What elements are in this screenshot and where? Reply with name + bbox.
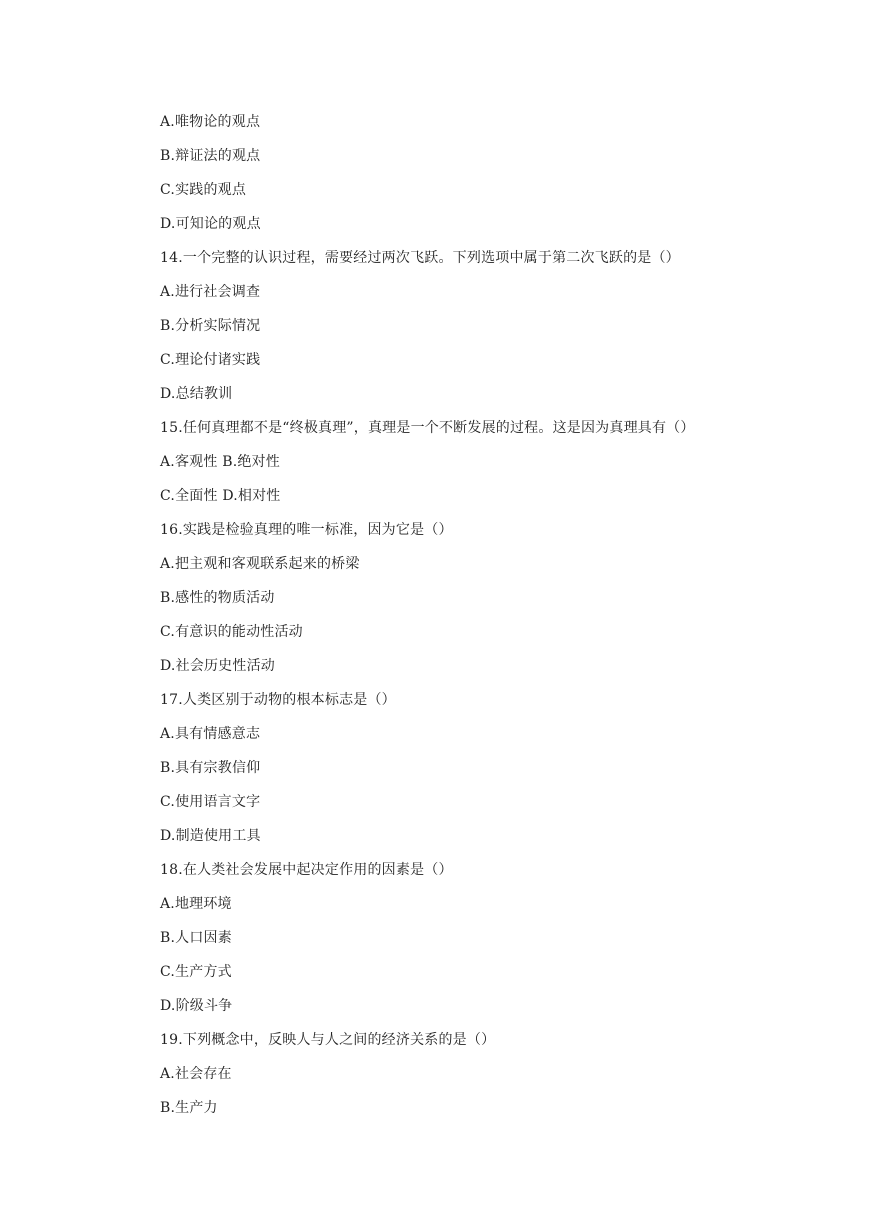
question-15: 15.任何真理都不是“终极真理”，真理是一个不断发展的过程。这是因为真理具有（）: [160, 420, 695, 436]
document-body: [160, 111, 820, 1131]
q17-option-c: C.使用语言文字: [160, 794, 261, 810]
q17-option-a: A.具有情感意志: [160, 726, 261, 742]
q16-option-b: B.感性的物质活动: [160, 590, 275, 606]
option-c-practice: C.实践的观点: [160, 182, 247, 198]
option-a-materialism: A.唯物论的观点: [160, 114, 261, 130]
q18-option-c: C.生产方式: [160, 964, 232, 980]
q15-options-a-b: A.客观性 B.绝对性: [160, 454, 280, 470]
option-d-knowability: D.可知论的观点: [160, 216, 261, 232]
q14-option-b: B.分析实际情况: [160, 318, 261, 334]
q14-option-c: C.理论付诸实践: [160, 352, 261, 368]
q17-option-d: D.制造使用工具: [160, 828, 261, 844]
question-18: 18.在人类社会发展中起决定作用的因素是（）: [160, 862, 453, 878]
q18-option-b: B.人口因素: [160, 930, 232, 946]
question-16: 16.实践是检验真理的唯一标准，因为它是（）: [160, 522, 453, 538]
q19-option-b: B.生产力: [160, 1100, 218, 1116]
q16-option-d: D.社会历史性活动: [160, 658, 275, 674]
question-14: 14.一个完整的认识过程，需要经过两次飞跃。下列选项中属于第二次飞跃的是（）: [160, 250, 680, 266]
q18-option-d: D.阶级斗争: [160, 998, 233, 1014]
q14-option-d: D.总结教训: [160, 386, 233, 402]
q16-option-a: A.把主观和客观联系起来的桥梁: [160, 556, 360, 572]
question-17: 17.人类区别于动物的根本标志是（）: [160, 692, 396, 708]
q19-option-a: A.社会存在: [160, 1066, 232, 1082]
option-b-dialectics: B.辩证法的观点: [160, 148, 261, 164]
q16-option-c: C.有意识的能动性活动: [160, 624, 303, 640]
question-19: 19.下列概念中，反映人与人之间的经济关系的是（）: [160, 1032, 496, 1048]
q15-options-c-d: C.全面性 D.相对性: [160, 488, 281, 504]
q18-option-a: A.地理环境: [160, 896, 232, 912]
q14-option-a: A.进行社会调查: [160, 284, 261, 300]
q17-option-b: B.具有宗教信仰: [160, 760, 261, 776]
